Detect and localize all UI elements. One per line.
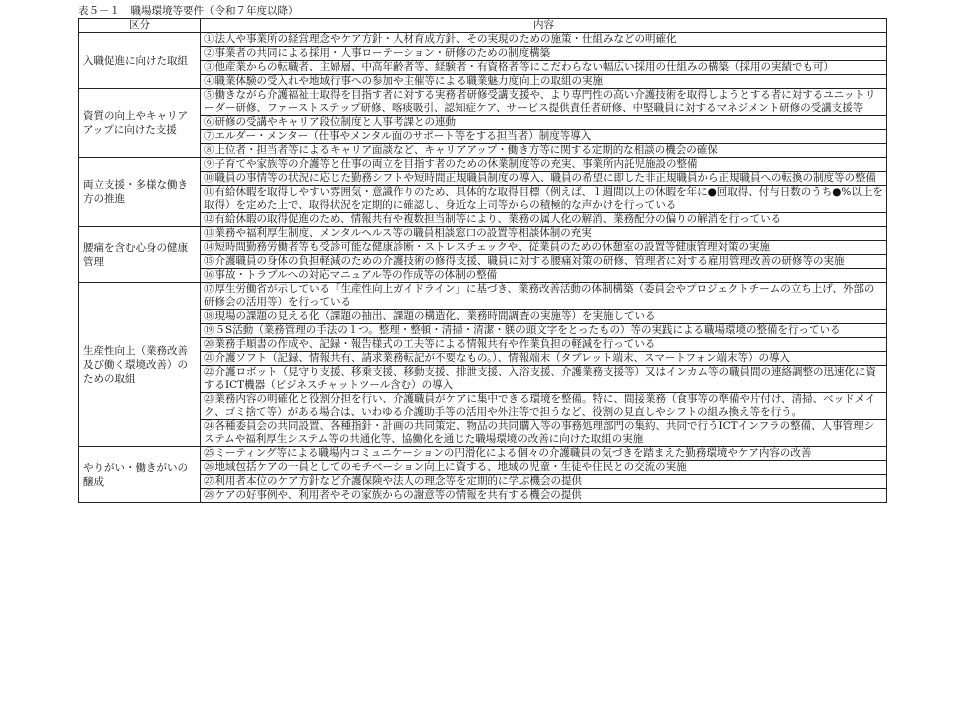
requirement-item: ⑭短時間勤務労働者等も受診可能な健康診断・ストレスチェックや、従業員のための休憩室の設置等健康管理対策の実施 bbox=[201, 241, 887, 255]
table-row bbox=[79, 33, 887, 47]
table-row bbox=[79, 447, 887, 461]
table-row bbox=[79, 89, 887, 116]
table-row bbox=[79, 255, 887, 269]
requirement-item: ㉑介護ソフト（記録、情報共有、請求業務転記が不要なもの。）、情報端末（タブレット端末、スマートフォン端末等）の導入 bbox=[201, 352, 887, 366]
requirement-item: ㉖地域包括ケアの一員としてのモチベーション向上に資する、地域の児童・生徒や住民との交流の実施 bbox=[201, 461, 887, 475]
requirement-item: ②事業者の共同による採用・人事ローテーション・研修のための制度構築 bbox=[201, 47, 887, 61]
requirement-item: ㉘ケアの好事例や、利用者やその家族からの謝意等の情報を共有する機会の提供 bbox=[201, 489, 887, 503]
requirement-item: ㉗利用者本位のケア方針など介護保険や法人の理念等を定期的に学ぶ機会の提供 bbox=[201, 475, 887, 489]
table-row bbox=[79, 116, 887, 130]
table-row bbox=[79, 489, 887, 503]
requirement-item: ⑪有給休暇を取得しやすい雰囲気・意識作りのため、具体的な取得目標（例えば、１週間以上の休暇を年に●回取得、付与日数のうち●%以上を取得）を定めた上で、取得状況を定期的に確認し、身近な上司等からの積極的な声かけを行っている bbox=[201, 186, 887, 213]
table-row bbox=[79, 283, 887, 310]
requirements-table bbox=[78, 18, 887, 503]
table-row bbox=[79, 393, 887, 420]
table-row bbox=[79, 213, 887, 227]
requirement-item: ⑥研修の受講やキャリア段位制度と人事考課との連動 bbox=[201, 116, 887, 130]
table-row bbox=[79, 75, 887, 89]
requirement-item: ⑯事故・トラブルへの対応マニュアル等の作成等の体制の整備 bbox=[201, 269, 887, 283]
document-page bbox=[78, 4, 888, 503]
requirement-item: ⑤働きながら介護福祉士取得を目指す者に対する実務者研修受講支援や、より専門性の高い介護技術を取得しようとする者に対するユニットリーダー研修、ファーストステップ研修、喀痰吸引、認知症ケア、サービス提供責任者研修、中堅職員に対するマネジメント研修の受講支援等 bbox=[201, 89, 887, 116]
category-cell: 腰痛を含む心身の健康管理 bbox=[79, 227, 201, 283]
table-row bbox=[79, 158, 887, 172]
requirement-item: ㉓業務内容の明確化と役割分担を行い、介護職員がケアに集中できる環境を整備。特に、間接業務（食事等の準備や片付け、清掃、ベッドメイク、ゴミ捨て等）がある場合は、いわゆる介護助手等の活用や外注等で担うなど、役割の見直しやシフトの組み換え等を行う。 bbox=[201, 393, 887, 420]
requirement-item: ⑲５S活動（業務管理の手法の１つ。整理・整頓・清掃・清潔・躾の頭文字をとったもの）等の実践による職場環境の整備を行っている bbox=[201, 324, 887, 338]
table-row bbox=[79, 338, 887, 352]
table-row bbox=[79, 47, 887, 61]
requirement-item: ①法人や事業所の経営理念やケア方針・人材育成方針、その実現のための施策・仕組みなどの明確化 bbox=[201, 33, 887, 47]
requirement-item: ④職業体験の受入れや地域行事への参加や主催等による職業魅力度向上の取組の実施 bbox=[201, 75, 887, 89]
table-row bbox=[79, 461, 887, 475]
category-cell: 資質の向上やキャリアアップに向けた支援 bbox=[79, 89, 201, 158]
table-row bbox=[79, 269, 887, 283]
table-row bbox=[79, 241, 887, 255]
requirement-item: ⑩職員の事情等の状況に応じた勤務シフトや短時間正規職員制度の導入、職員の希望に即した非正規職員から正規職員への転換の制度等の整備 bbox=[201, 172, 887, 186]
table-row bbox=[79, 352, 887, 366]
table-row bbox=[79, 186, 887, 213]
table-caption: 表５－１ 職場環境等要件（令和７年度以降） bbox=[78, 5, 299, 17]
header-content: 内容 bbox=[201, 19, 887, 33]
requirement-item: ⑨子育てや家族等の介護等と仕事の両立を目指す者のための休業制度等の充実、事業所内託児施設の整備 bbox=[201, 158, 887, 172]
table-row bbox=[79, 366, 887, 393]
table-row bbox=[79, 475, 887, 489]
table-row bbox=[79, 130, 887, 144]
category-cell: 生産性向上（業務改善及び働く環境改善）のための取組 bbox=[79, 283, 201, 447]
requirement-item: ⑫有給休暇の取得促進のため、情報共有や複数担当制等により、業務の属人化の解消、業務配分の偏りの解消を行っている bbox=[201, 213, 887, 227]
category-cell: 入職促進に向けた取組 bbox=[79, 33, 201, 89]
table-row bbox=[79, 172, 887, 186]
requirement-item: ⑬業務や福利厚生制度、メンタルヘルス等の職員相談窓口の設置等相談体制の充実 bbox=[201, 227, 887, 241]
header-category: 区分 bbox=[79, 19, 201, 33]
table-header-row bbox=[79, 19, 887, 33]
requirement-item: ⑳業務手順書の作成や、記録・報告様式の工夫等による情報共有や作業負担の軽減を行っている bbox=[201, 338, 887, 352]
table-row bbox=[79, 324, 887, 338]
requirement-item: ㉔各種委員会の共同設置、各種指針・計画の共同策定、物品の共同購入等の事務処理部門の集約、共同で行うICTインフラの整備、人事管理システムや福利厚生システム等の共通化等、協働化を通じた職場環境の改善に向けた取組の実施 bbox=[201, 420, 887, 447]
table-row bbox=[79, 61, 887, 75]
table-row bbox=[79, 310, 887, 324]
category-cell: 両立支援・多様な働き方の推進 bbox=[79, 158, 201, 227]
table-body bbox=[79, 33, 887, 503]
category-cell: やりがい・働きがいの醸成 bbox=[79, 447, 201, 503]
requirement-item: ⑮介護職員の身体の負担軽減のための介護技術の修得支援、職員に対する腰痛対策の研修、管理者に対する雇用管理改善の研修等の実施 bbox=[201, 255, 887, 269]
requirement-item: ③他産業からの転職者、主婦層、中高年齢者等、経験者・有資格者等にこだわらない幅広い採用の仕組みの構築（採用の実績でも可） bbox=[201, 61, 887, 75]
requirement-item: ⑱現場の課題の見える化（課題の抽出、課題の構造化、業務時間調査の実施等）を実施している bbox=[201, 310, 887, 324]
requirement-item: ㉒介護ロボット（見守り支援、移乗支援、移動支援、排泄支援、入浴支援、介護業務支援等）又はインカム等の職員間の連絡調整の迅速化に資するICT機器（ビジネスチャットツール含む）の導入 bbox=[201, 366, 887, 393]
table-row bbox=[79, 227, 887, 241]
table-row bbox=[79, 420, 887, 447]
requirement-item: ⑦エルダー・メンター（仕事やメンタル面のサポート等をする担当者）制度等導入 bbox=[201, 130, 887, 144]
requirement-item: ⑰厚生労働省が示している「生産性向上ガイドライン」に基づき、業務改善活動の体制構築（委員会やプロジェクトチームの立ち上げ、外部の研修会の活用等）を行っている bbox=[201, 283, 887, 310]
table-row bbox=[79, 144, 887, 158]
requirement-item: ㉕ミーティング等による職場内コミュニケーションの円滑化による個々の介護職員の気づきを踏まえた勤務環境やケア内容の改善 bbox=[201, 447, 887, 461]
requirement-item: ⑧上位者・担当者等によるキャリア面談など、キャリアアップ・働き方等に関する定期的な相談の機会の確保 bbox=[201, 144, 887, 158]
